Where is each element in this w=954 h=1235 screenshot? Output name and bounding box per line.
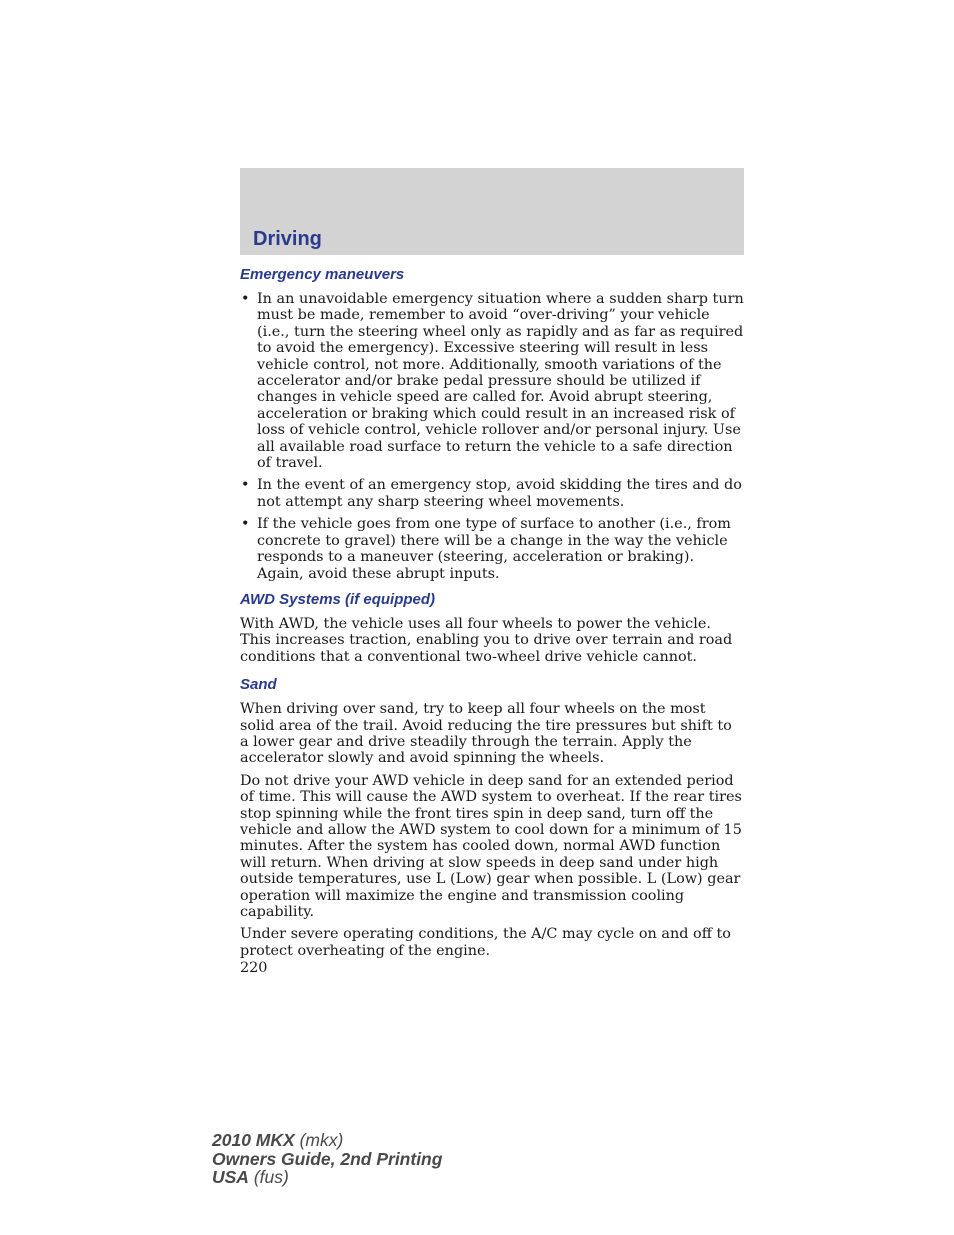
page-content xyxy=(240,265,744,965)
footer-market-code: (fus) xyxy=(253,1167,289,1187)
list-item: • In the event of an emergency stop, avoid skidding the tires and do not attempt any sharp steering wheel movements. xyxy=(240,477,744,510)
heading-awd-systems: AWD Systems (if equipped) xyxy=(240,590,436,608)
page-title: Driving xyxy=(253,228,322,250)
list-item: • In an unavoidable emergency situation where a sudden sharp turn must be made, remember to avoid “over-driving” your vehicle (i.e., turn the steering wheel only as rapidly and as far as required to avoid the emergency). Excessive steering will result in less vehicle control, not more. Additionally, smooth variations of the accelerator and/or brake pedal pressure should be utilized if changes in vehicle speed are called for. Avoid abrupt steering, acceleration or braking which could result in an increased risk of loss of vehicle control, vehicle rollover and/or personal injury. Use all available road surface to return the vehicle to a safe direction of travel. xyxy=(240,291,744,471)
page-number: 220 xyxy=(240,960,268,976)
sand-paragraph: Under severe operating conditions, the A/C may cycle on and off to protect overheating of the engine. xyxy=(240,926,731,959)
footer-market: USA xyxy=(212,1167,249,1187)
footer-line-model xyxy=(212,1131,442,1150)
awd-paragraph: With AWD, the vehicle uses all four wheels to power the vehicle. This increases traction, enabling you to drive over terrain and road conditions that a conventional two-wheel drive vehicle cannot. xyxy=(240,615,733,665)
footer-model-code: (mkx) xyxy=(299,1130,344,1150)
footer-line-market xyxy=(212,1168,442,1187)
sand-paragraph: Do not drive your AWD vehicle in deep sand for an extended period of time. This will cause the AWD system to overheat. If the rear tires stop spinning while the front tires spin in deep sand, turn off the vehicle and allow the AWD system to cool down for a minimum of 15 minutes. After the system has cooled down, normal AWD function will return. When driving at slow speeds in deep sand under high outside temperatures, use L (Low) gear when possible. L (Low) gear operation will maximize the engine and transmission cooling capability. xyxy=(240,772,742,920)
footer-guide: Owners Guide, 2nd Printing xyxy=(212,1148,443,1169)
footer-model: 2010 MKX xyxy=(212,1130,295,1150)
list-item: • If the vehicle goes from one type of surface to another (i.e., from concrete to gravel) there will be a change in the way the vehicle responds to a maneuver (steering, acceleration or braking). Again, avoid these abrupt inputs. xyxy=(240,516,744,582)
sand-paragraph: When driving over sand, try to keep all four wheels on the most solid area of the trail. Avoid reducing the tire pressures but shift to a lower gear and drive steadily through the terrain. Apply the accelerator slowly and avoid spinning the wheels. xyxy=(240,701,732,767)
section-header-band xyxy=(240,168,744,255)
document-footer xyxy=(212,1131,442,1187)
footer-line-guide xyxy=(212,1150,442,1169)
emergency-bullet-list xyxy=(240,291,744,582)
heading-sand: Sand xyxy=(240,676,277,694)
heading-emergency-maneuvers: Emergency maneuvers xyxy=(240,266,405,283)
